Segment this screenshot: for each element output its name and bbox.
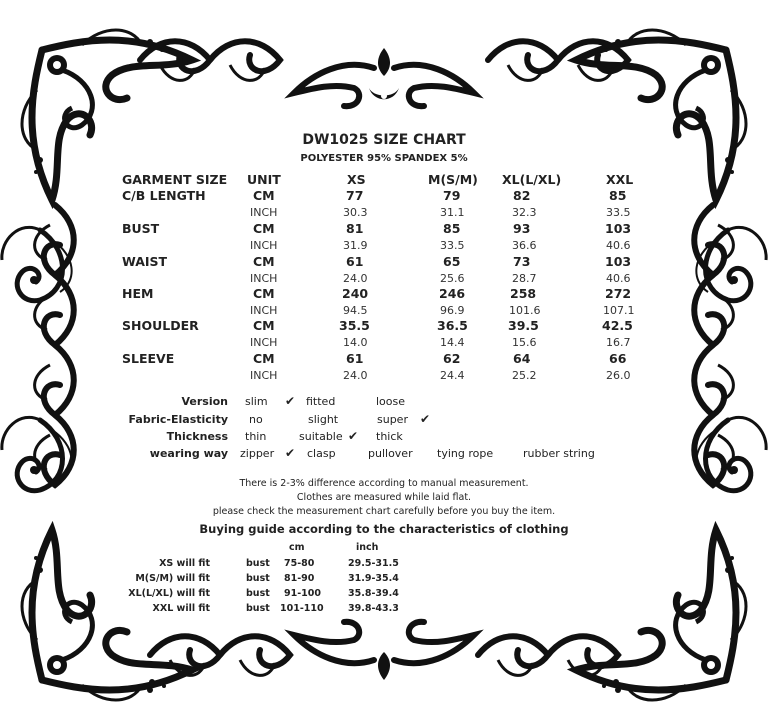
value-inch: 14.4 xyxy=(440,336,465,349)
attr-label-thickness: Thickness xyxy=(166,430,228,443)
unit-inch: INCH xyxy=(250,272,278,285)
option-no: no xyxy=(249,413,263,426)
guide-size-label: XS will fit xyxy=(159,558,210,569)
value-cm: 35.5 xyxy=(339,318,370,333)
value-cm: 61 xyxy=(346,351,364,366)
value-cm: 103 xyxy=(605,221,632,236)
note-check-chart: please check the measurement chart carefully before you buy the item. xyxy=(212,506,556,517)
guide-inch-range: 31.9-35.4 xyxy=(348,573,399,584)
value-inch: 25.6 xyxy=(440,272,465,285)
header-unit: UNIT xyxy=(247,172,281,187)
value-inch: 33.5 xyxy=(440,239,465,252)
value-inch: 24.0 xyxy=(343,272,368,285)
guide-size-label: XXL will fit xyxy=(152,603,210,614)
guide-part: bust xyxy=(246,573,270,584)
value-cm: 81 xyxy=(346,221,364,236)
value-inch: 24.4 xyxy=(440,369,465,382)
note-measurement-difference: There is 2-3% difference according to manual measurement. xyxy=(239,478,529,489)
unit-inch: INCH xyxy=(250,206,278,219)
value-cm: 85 xyxy=(609,188,627,203)
row-label: WAIST xyxy=(122,254,168,269)
value-cm: 73 xyxy=(513,254,531,269)
unit-inch: INCH xyxy=(250,239,278,252)
row-label: C/B LENGTH xyxy=(122,188,206,203)
value-inch: 31.1 xyxy=(440,206,465,219)
value-inch: 32.3 xyxy=(512,206,537,219)
guide-inch-range: 35.8-39.4 xyxy=(348,588,399,599)
unit-inch: INCH xyxy=(250,336,278,349)
value-inch: 15.6 xyxy=(512,336,537,349)
fabric-composition: POLYESTER 95% SPANDEX 5% xyxy=(300,153,468,164)
value-inch: 26.0 xyxy=(606,369,631,382)
attr-label-wearing-way: wearing way xyxy=(149,447,228,460)
guide-size-label: M(S/M) will fit xyxy=(135,573,210,584)
unit-cm: CM xyxy=(253,318,275,333)
option-suitable: suitable xyxy=(299,430,343,443)
guide-cm-range: 75-80 xyxy=(284,558,315,569)
unit-cm: CM xyxy=(253,254,275,269)
guide-cm-range: 91-100 xyxy=(284,588,321,599)
value-cm: 62 xyxy=(443,351,461,366)
value-cm: 79 xyxy=(443,188,461,203)
value-cm: 64 xyxy=(513,351,531,366)
value-cm: 39.5 xyxy=(508,318,539,333)
value-inch: 96.9 xyxy=(440,304,465,317)
guide-size-label: XL(L/XL) will fit xyxy=(128,588,210,599)
header-xxl: XXL xyxy=(606,172,634,187)
value-inch: 25.2 xyxy=(512,369,537,382)
guide-col-cm: cm xyxy=(289,542,305,553)
header-xl: XL(L/XL) xyxy=(502,172,562,187)
value-cm: 93 xyxy=(513,221,531,236)
value-cm: 65 xyxy=(443,254,461,269)
value-cm: 61 xyxy=(346,254,364,269)
row-label: BUST xyxy=(122,221,160,236)
value-inch: 94.5 xyxy=(343,304,368,317)
value-inch: 33.5 xyxy=(606,206,631,219)
check-icon: ✔ xyxy=(420,412,431,426)
check-icon: ✔ xyxy=(285,394,296,408)
value-inch: 30.3 xyxy=(343,206,368,219)
value-inch: 31.9 xyxy=(343,239,368,252)
guide-part: bust xyxy=(246,558,270,569)
option-clasp: clasp xyxy=(307,447,336,460)
check-icon: ✔ xyxy=(348,429,359,443)
value-cm: 240 xyxy=(342,286,369,301)
unit-cm: CM xyxy=(253,286,275,301)
value-inch: 107.1 xyxy=(603,304,635,317)
unit-cm: CM xyxy=(253,188,275,203)
check-icon: ✔ xyxy=(285,446,296,460)
option-slim: slim xyxy=(245,395,268,408)
row-label: SLEEVE xyxy=(122,351,175,366)
option-rubber-string: rubber string xyxy=(523,447,595,460)
note-laid-flat: Clothes are measured while laid flat. xyxy=(296,492,472,503)
value-inch: 16.7 xyxy=(606,336,631,349)
guide-part: bust xyxy=(246,603,270,614)
value-cm: 42.5 xyxy=(602,318,633,333)
buying-guide-title: Buying guide according to the characteristics of clothing xyxy=(199,522,569,536)
header-garment-size: GARMENT SIZE xyxy=(122,172,228,187)
value-cm: 246 xyxy=(439,286,466,301)
guide-part: bust xyxy=(246,588,270,599)
guide-cm-range: 81-90 xyxy=(284,573,315,584)
header-xs: XS xyxy=(347,172,366,187)
value-cm: 82 xyxy=(513,188,531,203)
option-tying-rope: tying rope xyxy=(437,447,494,460)
value-cm: 103 xyxy=(605,254,632,269)
guide-cm-range: 101-110 xyxy=(280,603,324,614)
value-cm: 36.5 xyxy=(437,318,468,333)
unit-inch: INCH xyxy=(250,304,278,317)
option-thick: thick xyxy=(376,430,403,443)
option-fitted: fitted xyxy=(306,395,336,408)
value-cm: 77 xyxy=(346,188,364,203)
attr-label-version: Version xyxy=(181,395,228,408)
option-pullover: pullover xyxy=(368,447,413,460)
option-slight: slight xyxy=(308,413,339,426)
value-cm: 66 xyxy=(609,351,627,366)
value-inch: 40.6 xyxy=(606,272,631,285)
value-inch: 14.0 xyxy=(343,336,368,349)
value-cm: 85 xyxy=(443,221,461,236)
option-thin: thin xyxy=(245,430,267,443)
unit-cm: CM xyxy=(253,351,275,366)
value-inch: 40.6 xyxy=(606,239,631,252)
value-inch: 101.6 xyxy=(509,304,541,317)
guide-inch-range: 29.5-31.5 xyxy=(348,558,399,569)
guide-inch-range: 39.8-43.3 xyxy=(348,603,399,614)
value-inch: 28.7 xyxy=(512,272,537,285)
header-m: M(S/M) xyxy=(428,172,478,187)
value-cm: 258 xyxy=(510,286,537,301)
row-label: HEM xyxy=(122,286,154,301)
row-label: SHOULDER xyxy=(122,318,199,333)
chart-title: DW1025 SIZE CHART xyxy=(302,132,466,148)
option-super: super xyxy=(377,413,408,426)
value-inch: 24.0 xyxy=(343,369,368,382)
unit-inch: INCH xyxy=(250,369,278,382)
attr-label-elasticity: Fabric-Elasticity xyxy=(128,413,228,426)
value-cm: 272 xyxy=(605,286,632,301)
value-inch: 36.6 xyxy=(512,239,537,252)
option-loose: loose xyxy=(376,395,406,408)
guide-col-inch: inch xyxy=(356,542,379,553)
unit-cm: CM xyxy=(253,221,275,236)
option-zipper: zipper xyxy=(240,447,275,460)
